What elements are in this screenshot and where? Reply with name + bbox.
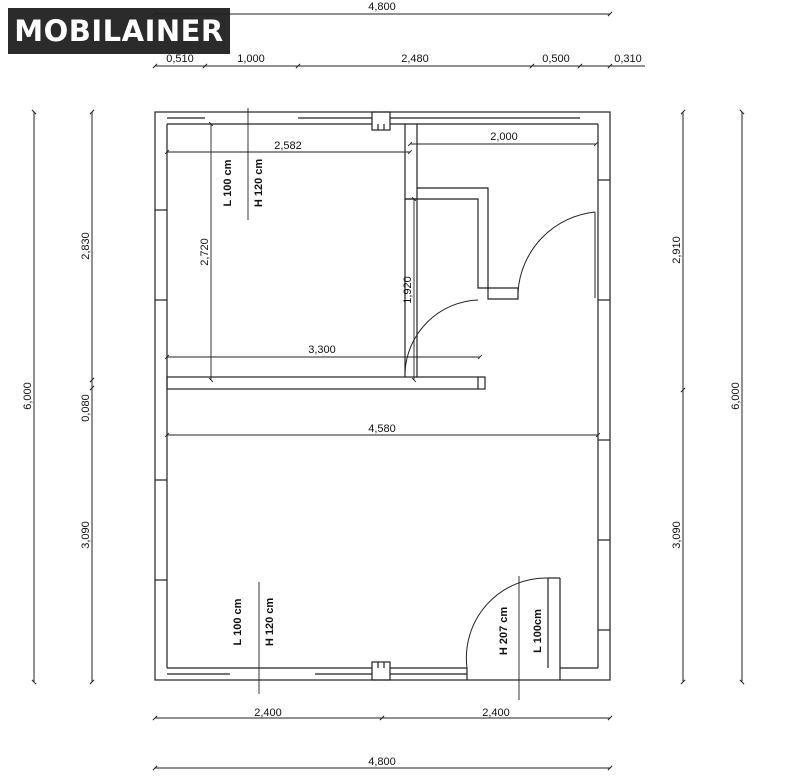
top-window-height-label: H 120 cm [253,158,265,208]
right-segment-1: 2,910 [671,236,683,264]
top-window-length-label: L 100 cm [222,159,234,207]
right-segment-2: 3,090 [671,521,683,549]
top-segment-1: 0,510 [166,53,194,65]
door-swings [405,212,595,668]
top-segment-2: 1,000 [237,53,265,65]
door-length-label: L 100cm [532,609,544,653]
right-total-dimension: 6,000 [730,382,742,410]
mobilainer-logo: MOBILAINER [8,8,230,54]
top-total-dimension: 4,800 [368,1,396,13]
lower-width-dimension: 4,580 [368,423,396,435]
bottom-segment-1: 2,400 [254,707,282,719]
left-segment-3: 3,090 [80,521,92,549]
upper-width-dimension: 2,582 [274,140,302,152]
partition-width-dimension: 3,300 [308,344,336,356]
bottom-window-length-label: L 100 cm [232,598,244,646]
bottom-window-height-label: H 120 cm [264,597,276,647]
left-segment-2: 0,080 [80,394,92,422]
outer-dimension-lines [34,14,742,768]
left-total-dimension: 6,000 [22,382,34,410]
upper-height-dimension: 2,720 [199,238,211,266]
entry-width-dimension: 2,000 [490,131,518,143]
bottom-segment-2: 2,400 [482,707,510,719]
top-segment-4: 0,500 [542,53,570,65]
bottom-total-dimension: 4,800 [368,756,396,768]
partition-height-dimension: 1,920 [402,276,414,304]
left-segment-1: 2,830 [80,232,92,260]
top-segment-3: 2,480 [401,53,429,65]
door-height-label: H 207 cm [498,606,510,656]
top-segment-5: 0,310 [614,53,642,65]
